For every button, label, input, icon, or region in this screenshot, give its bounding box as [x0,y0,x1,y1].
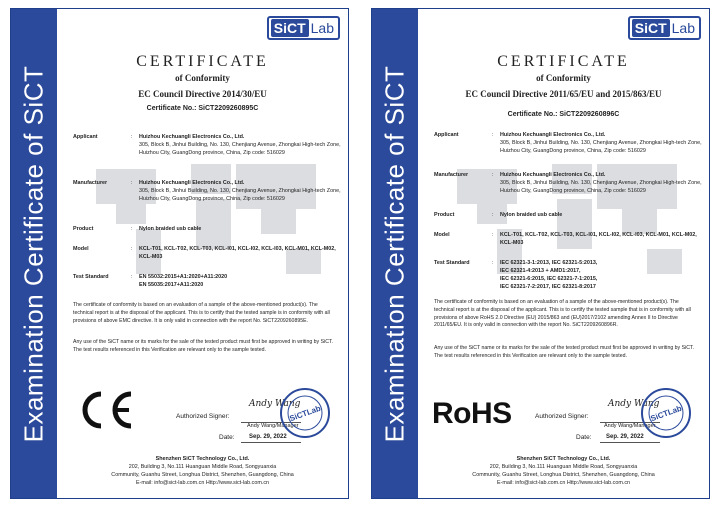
footer-address-2: Community, Guanhu Street, Longhua District, Shenzhen, Guangdong, China [111,472,294,478]
directive: EC Council Directive 2011/65/EU and 2015/863/EU [465,89,662,99]
test-standard-line: EN 55032:2015+A1:2020+A11:2020 [139,274,228,280]
manufacturer-address: 305, Block B, Jinhui Building, No. 130, Chenjiang Avenue, Zhongkai High-tech Zone, Huizhou City, GuangDong province, China, Zip code: 516029 [500,180,702,194]
signer-label: Authorized Signer: [176,413,230,420]
logo-part2: Lab [671,20,695,36]
test-standard-label: Test Standard [434,260,470,266]
logo-part2: Lab [310,20,334,36]
model-value: KCL-T01, KCL-T02, KCL-T03, KCL-I01, KCL-I02, KCL-I03, KCL-M01, KCL-M02, KCL-M03 [139,246,336,260]
footer-company: Shenzhen SiCT Technology Co., Ltd. [516,456,611,462]
product-value: Nylon braided usb cable [500,212,563,218]
certificate-number: Certificate No.: SiCT2209260896C [507,111,620,118]
band-text: Examination Certificate of SiCT [379,65,410,443]
test-standard-line: IEC 62321-6:2015, IEC 62321-7-1:2015, [500,276,598,282]
footer-contact: E-mail: info@sict-lab.com.cn Http://www.sict-lab.com.cn [135,480,270,486]
manufacturer-address: 305, Block B, Jinhui Building, No. 130, Chenjiang Avenue, Zhongkai High-tech Zone, Huizhou City, GuangDong province, China, Zip code: 516029 [139,188,341,202]
footer-company: Shenzhen SiCT Technology Co., Ltd. [155,456,250,462]
manufacturer-label: Manufacturer [73,180,108,186]
certificate-title: CERTIFICATE [497,53,630,70]
manufacturer-name: Huizhou Kechuangli Electronics Co., Ltd. [500,172,606,178]
usage-statement: Any use of the SiCT name or its marks for the sale of the tested product must first be approved in writing by SiCT. The test results referenced in this Verification are relevant only to the sample tested. [73,339,333,353]
model-label: Model [434,232,450,238]
product-label: Product [73,226,94,232]
certificate-ce: Examination Certificate of SiCT SiCT Lab CERTIFICATE of Conformity EC Council Directive 2014/30/EU Certificate No.: SiCT2209260895C Applicant : Huizhou Kechuangli Electronics Co., Ltd. 305, Block B, Jinhui Building, No. 130, Chenjiang Avenue, Zhongkai High-tech Zone, Huizhou City, GuangDong province, China, Zip code: 516029 Manufacturer : Huizhou Kechuangli Electronics Co., Ltd. 305, Block B, Jinhui Building, No. 130, Chenjiang Avenue, Zhongkai High-tech Zone, Huizhou City, GuangDong province, China, Zip code: 516029 Product : Nylon braided usb cable Model : KCL-T01, KCL-T02, KCL-T03, KCL-I01, KCL-I02, KCL-I03, KCL-M01, KCL-M02, KCL-M03 Test Standard : EN 55032:2015+A1:2020+A11:2020 EN 55035:2017+A11:2020 The certificate of conformity is based on an evaluation of a sample of the above-mentioned product(s). The technical report is at the disposal of the applicant. This is to certify that the tested sample is in conformity with all provisions of above EMC directive. It is only valid in connection with the report No. SiCT2209260895E. Any use of the SiCT name or its marks for the sale of the tested product must first be approved in writing by SiCT. The test results referenced in this Verification are relevant only to the sample tested. Authorized Signer: Andy Wang Andy Wang/Manager Date: Sep. 29, 2022 SiCTLab Shenzhen SiCT Technology Co., Ltd. 202, Building 3, No.111 Huanguan Middle Road, Songyuanxia Community, Guanhu Street, Longhua District, Shenzhen, Guangdong, China E-mail: info@sict-lab.com.cn Http://www.sict-lab.com.cn [10,8,349,499]
footer [57,455,348,487]
applicant-name: Huizhou Kechuangli Electronics Co., Ltd. [139,134,245,140]
side-band [11,9,57,498]
applicant-label: Applicant [434,132,459,138]
logo-part1: SiCT [271,19,309,37]
test-standard-line: IEC 62321-7-2:2017, IEC 62321-8:2017 [500,284,596,290]
ce-mark [81,390,137,430]
test-standard-line: EN 55035:2017+A11:2020 [139,282,204,288]
sict-stamp [279,387,331,439]
usage-statement: Any use of the SiCT name or its marks for the sale of the tested product must first be approved in writing by SiCT. The test results referenced in this Verification are relevant only to the sample tested. [434,345,694,359]
date-label: Date: [219,434,235,441]
rohs-mark: RoHS [432,397,512,430]
applicant-address: 305, Block B, Jinhui Building, No. 130, Chenjiang Avenue, Zhongkai High-tech Zone, Huizhou City, GuangDong province, China, Zip code: 516029 [500,140,702,154]
applicant-name: Huizhou Kechuangli Electronics Co., Ltd. [500,132,606,138]
model-value: KCL-T01, KCL-T02, KCL-T03, KCL-I01, KCL-I02, KCL-I03, KCL-M01, KCL-M02, KCL-M03 [500,232,697,246]
applicant-address: 305, Block B, Jinhui Building, No. 130, Chenjiang Avenue, Zhongkai High-tech Zone, Huizhou City, GuangDong province, China, Zip code: 516029 [139,142,341,156]
footer-address-1: 202, Building 3, No.111 Huanguan Middle Road, Songyuanxia [489,464,638,470]
sict-logo [628,16,701,40]
stamp-text: SiCTLab [288,403,322,424]
signer-label: Authorized Signer: [535,413,589,420]
applicant-label: Applicant [73,134,98,140]
logo-part1: SiCT [632,19,670,37]
model-label: Model [73,246,89,252]
signer-name: Andy Wang/Manager [604,423,656,429]
footer [418,455,709,487]
footer-contact: E-mail: info@sict-lab.com.cn Http://www.sict-lab.com.cn [496,480,631,486]
certificate-subtitle: of Conformity [175,73,230,83]
signature: Andy Wang [608,399,660,409]
certificate-number: Certificate No.: SiCT2209260895C [146,105,259,112]
date-value: Sep. 29, 2022 [606,434,644,440]
conformity-statement: The certificate of conformity is based on an evaluation of a sample of the above-mentioned product(s). The technical report is at the disposal of the applicant. This is to certify the tested sample that is in conformity with all provisions of above RoHS 2.0 Directive (EU) 2015/863 and (EU)2017/2102 amending Annex II to Directive 2011/65/EU. It is only valid in connection with the report No. SiCT2209260896R. [434,299,691,329]
certificate-rohs: Examination Certificate of SiCT SiCT Lab CERTIFICATE of Conformity EC Council Directive 2011/65/EU and 2015/863/EU Certificate No.: SiCT2209260896C Applicant : Huizhou Kechuangli Electronics Co., Ltd. 305, Block B, Jinhui Building, No. 130, Chenjiang Avenue, Zhongkai High-tech Zone, Huizhou City, GuangDong province, China, Zip code: 516029 Manufacturer : Huizhou Kechuangli Electronics Co., Ltd. 305, Block B, Jinhui Building, No. 130, Chenjiang Avenue, Zhongkai High-tech Zone, Huizhou City, GuangDong province, China, Zip code: 516029 Product : Nylon braided usb cable Model : KCL-T01, KCL-T02, KCL-T03, KCL-I01, KCL-I02, KCL-I03, KCL-M01, KCL-M02, KCL-M03 Test Standard : IEC 62321-3-1:2013, IEC 62321-5:2013, IEC 62321-4:2013 + AMD1:2017, IEC 62321-6:2015, IEC 62321-7-1:2015, IEC 62321-7-2:2017, IEC 62321-8:2017 The certificate of conformity is based on an evaluation of a sample of the above-mentioned product(s). The technical report is at the disposal of the applicant. This is to certify the tested sample that is in conformity with all provisions of above RoHS 2.0 Directive (EU) 2015/863 and (EU)2017/2102 amending Annex II to Directive 2011/65/EU. It is only valid in connection with the report No. SiCT2209260896R. Any use of the SiCT name or its marks for the sale of the tested product must first be approved in writing by SiCT. The test results referenced in this Verification are relevant only to the sample tested. RoHS Authorized Signer: Andy Wang Andy Wang/Manager Date: Sep. 29, 2022 SiCTLab Shenzhen SiCT Technology Co., Ltd. 202, Building 3, No.111 Huanguan Middle Road, Songyuanxia Community, Guanhu Street, Longhua District, Shenzhen, Guangdong, China E-mail: info@sict-lab.com.cn Http://www.sict-lab.com.cn [371,8,710,499]
product-value: Nylon braided usb cable [139,226,202,232]
date-value: Sep. 29, 2022 [249,434,287,440]
test-standard-label: Test Standard [73,274,109,280]
product-label: Product [434,212,455,218]
certificate-subtitle: of Conformity [536,73,591,83]
date-label: Date: [576,434,592,441]
certificate-title: CERTIFICATE [136,53,269,70]
test-standard-line: IEC 62321-3-1:2013, IEC 62321-5:2013, [500,260,598,266]
band-text: Examination Certificate of SiCT [18,65,49,443]
directive: EC Council Directive 2014/30/EU [138,89,267,99]
sict-stamp [640,387,692,439]
manufacturer-name: Huizhou Kechuangli Electronics Co., Ltd. [139,180,245,186]
footer-address-2: Community, Guanhu Street, Longhua District, Shenzhen, Guangdong, China [472,472,655,478]
footer-address-1: 202, Building 3, No.111 Huanguan Middle Road, Songyuanxia [128,464,277,470]
sict-logo [267,16,340,40]
manufacturer-label: Manufacturer [434,172,469,178]
signature: Andy Wang [249,399,301,409]
signer-name: Andy Wang/Manager [247,423,299,429]
side-band [372,9,418,498]
conformity-statement: The certificate of conformity is based on an evaluation of a sample of the above-mentioned product(s). The technical report is at the disposal of the applicant. This is to certify that the tested sample is in conformity with all provisions of above EMC directive. It is only valid in connection with the report No. SiCT2209260895E. [73,302,330,324]
stamp-text: SiCTLab [649,403,683,424]
test-standard-line: IEC 62321-4:2013 + AMD1:2017, [500,268,581,274]
